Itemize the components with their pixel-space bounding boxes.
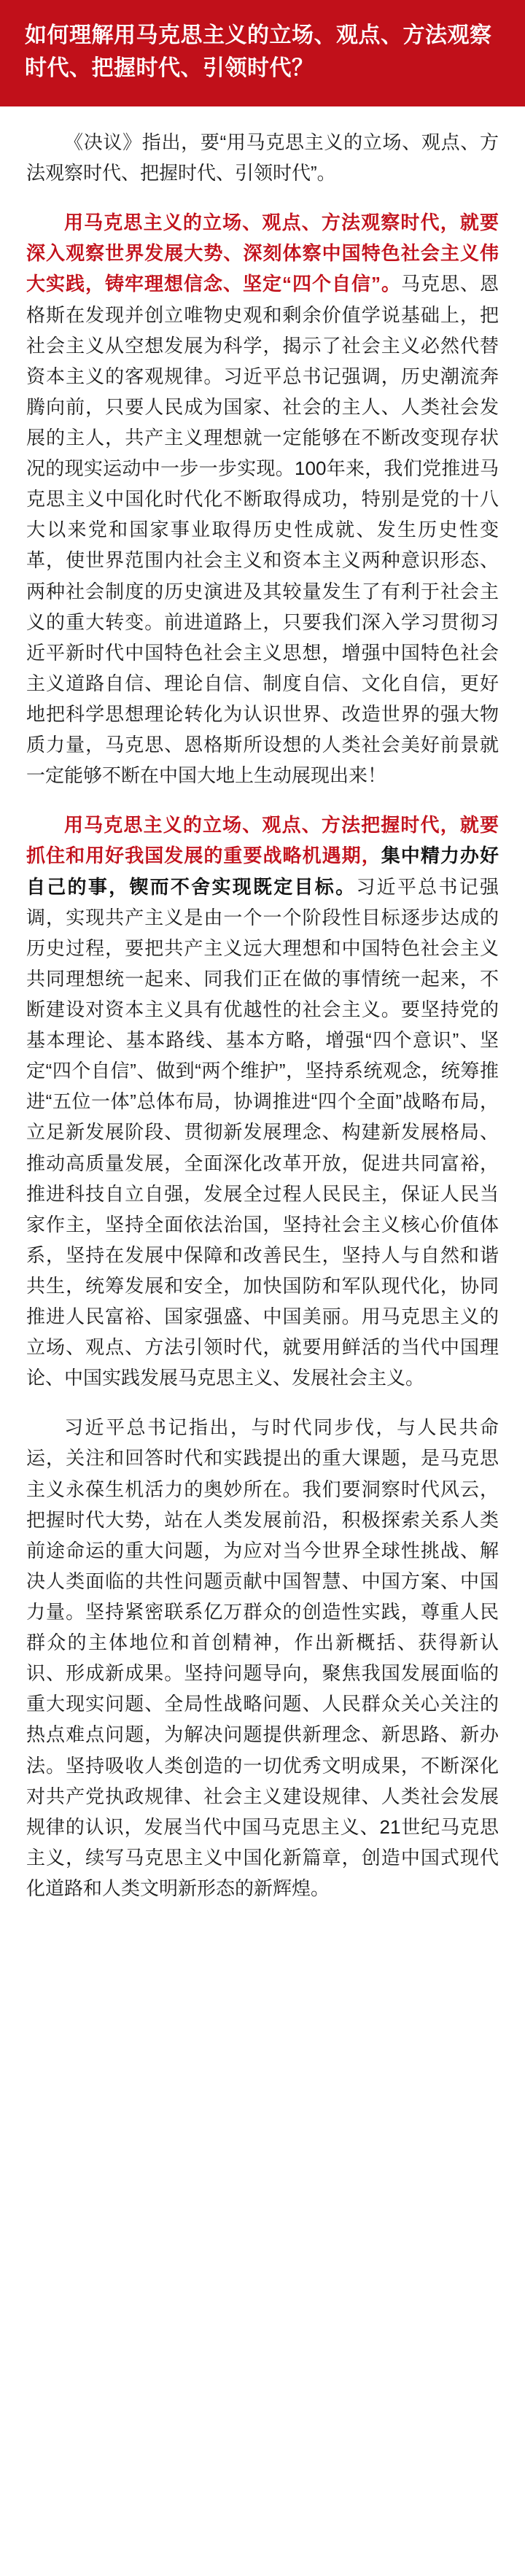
article-paragraph [26, 207, 499, 791]
article-paragraph [26, 810, 499, 1393]
body-text: 马克思、恩格斯在发现并创立唯物史观和剩余价值学说基础上，把社会主义从空想发展为科学，揭示了社会主义必然代替资本主义的客观规律。习近平总书记强调，历史潮流奔腾向前，只要人民成为国家、社会的主人、人类社会发展的主人，共产主义理想就一定能够在不断改变现存状况的现实运动中一步一步实现。100年来，我们党推进马克思主义中国化时代化不断取得成功，特别是党的十八大以来党和国家事业取得历史性成就、发生历史性变革，使世界范围内社会主义和资本主义两种意识形态、两种社会制度的历史演进及其较量发生了有利于社会主义的重大转变。前进道路上，只要我们深入学习贯彻习近平新时代中国特色社会主义思想，增强中国特色社会主义道路自信、理论自信、制度自信、文化自信，更好地把科学思想理论转化为认识世界、改造世界的强大物质力量，马克思、恩格斯所设想的人类社会美好前景就一定能够不断在中国大地上生动展现出来！ [26, 273, 499, 787]
paragraph-list [26, 127, 499, 1904]
body-text: 习近平总书记强调，实现共产主义是由一个一个阶段性目标逐步达成的历史过程，要把共产主义远大理想和中国特色社会主义共同理想统一起来、同我们正在做的事情统一起来，不断建设对资本主义具有优越性的社会主义。要坚持党的基本理论、基本路线、基本方略，增强“四个意识”、坚定“四个自信”、做到“两个维护”，坚持系统观念，统筹推进“五位一体”总体布局，协调推进“四个全面”战略布局，立足新发展阶段、贯彻新发展理念、构建新发展格局、推动高质量发展，全面深化改革开放，促进共同富裕，推进科技自立自强，发展全过程人民民主，保证人民当家作主，坚持全面依法治国，坚持社会主义核心价值体系，坚持在发展中保障和改善民生，坚持人与自然和谐共生，统筹发展和安全，加快国防和军队现代化，协同推进人民富裕、国家强盛、中国美丽。用马克思主义的立场、观点、方法引领时代，就要用鲜活的当代中国理论、中国实践发展马克思主义、发展社会主义。 [26, 875, 499, 1389]
body-text: 《决议》指出，要“用马克思主义的立场、观点、方法观察时代、把握时代、引领时代”。 [26, 131, 499, 185]
title-banner [0, 0, 525, 106]
emphasis-text-strong: 集中精力办好自己的事，锲而不舍实现既定目标。 [26, 845, 499, 898]
emphasis-text-accent: 用马克思主义的立场、观点、方法把握时代，就要抓住和用好我国发展的重要战略机遇期， [26, 814, 499, 867]
article-paragraph [26, 1412, 499, 1904]
page-title: 如何理解用马克思主义的立场、观点、方法观察时代、把握时代、引领时代？ [25, 23, 492, 80]
article-paragraph [26, 127, 499, 188]
body-text: 习近平总书记指出，与时代同步伐，与人民共命运，关注和回答时代和实践提出的重大课题，是马克思主义永葆生机活力的奥妙所在。我们要洞察时代风云，把握时代大势，站在人类发展前沿，积极探索关系人类前途命运的重大问题，为应对当今世界全球性挑战、解决人类面临的共性问题贡献中国智慧、中国方案、中国力量。坚持紧密联系亿万群众的创造性实践，尊重人民群众的主体地位和首创精神，作出新概括、获得新认识、形成新成果。坚持问题导向，聚焦我国发展面临的重大现实问题、全局性战略问题、人民群众关心关注的热点难点问题，为解决问题提供新理念、新思路、新办法。坚持吸收人类创造的一切优秀文明成果，不断深化对共产党执政规律、社会主义建设规律、人类社会发展规律的认识，发展当代中国马克思主义、21世纪马克思主义，续写马克思主义中国化新篇章，创造中国式现代化道路和人类文明新形态的新辉煌。 [26, 1416, 499, 1900]
article-body [0, 106, 525, 1933]
emphasis-text-accent: 用马克思主义的立场、观点、方法观察时代，就要深入观察世界发展大势、深刻体察中国特色社会主义伟大实践，铸牢理想信念、坚定“四个自信”。 [26, 212, 499, 295]
